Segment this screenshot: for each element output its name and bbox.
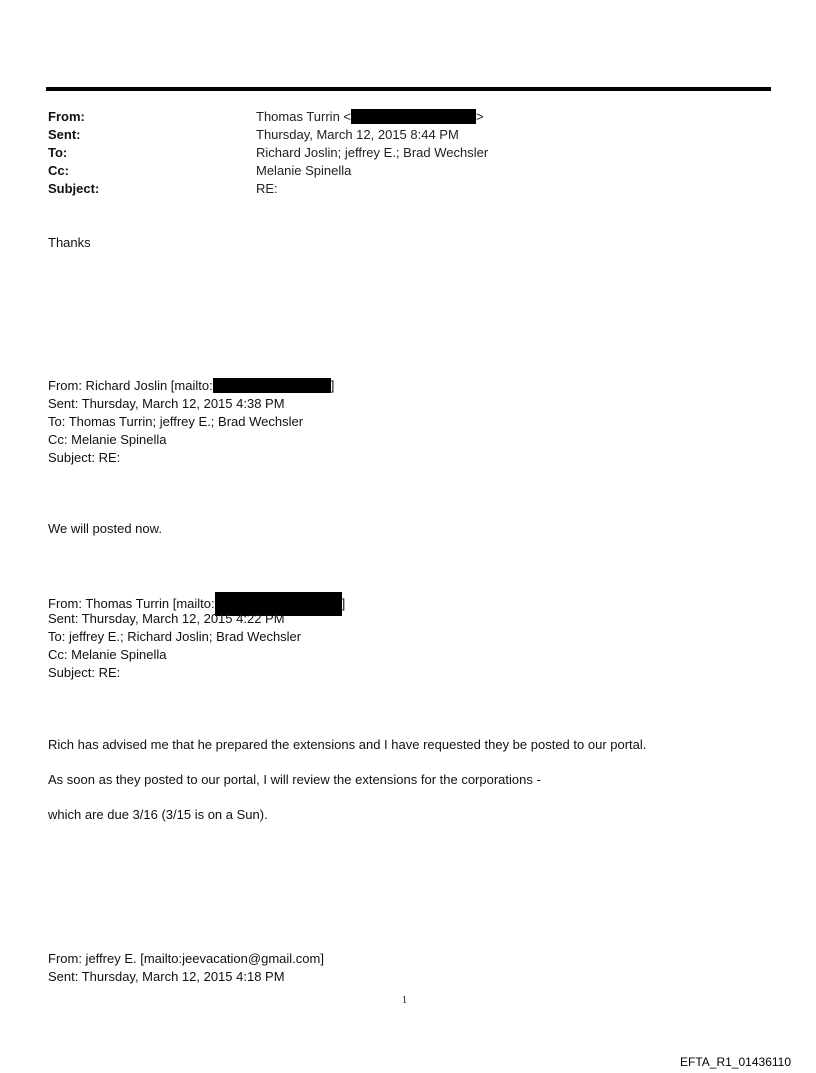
header-cc-row [48,162,748,180]
header-divider [46,87,771,91]
quoted-body-text: We will posted now. [48,521,162,536]
quoted-subject-line: Subject: RE: [48,450,121,465]
quoted-sent-line: Sent: Thursday, March 12, 2015 4:18 PM [48,969,285,984]
header-subject-row [48,180,748,198]
header-to-row [48,144,748,162]
cc-label: Cc: [48,163,69,178]
sent-value: Thursday, March 12, 2015 8:44 PM [256,127,459,142]
cc-value: Melanie Spinella [256,163,352,178]
quoted-cc-line: Cc: Melanie Spinella [48,647,167,662]
from-value [256,108,484,126]
quoted-body-line: As soon as they posted to our portal, I will review the extensions for the corporations - [48,772,541,787]
quoted-to-line: To: jeffrey E.; Richard Joslin; Brad Wechsler [48,629,302,644]
quoted-sent-line: Sent: Thursday, March 12, 2015 4:22 PM [48,611,285,626]
to-label: To: [48,145,68,160]
quoted-from-line: From: jeffrey E. [mailto:jeevacation@gmail.com] [48,951,324,966]
from-name: Thomas Turrin < [256,109,352,124]
quoted-cc-line: Cc: Melanie Spinella [48,432,167,447]
redaction-block [351,109,476,124]
from-label: From: [48,109,85,124]
header-sent-row [48,126,748,144]
quoted-to-line: To: Thomas Turrin; jeffrey E.; Brad Wechsler [48,414,304,429]
quoted-subject-line: Subject: RE: [48,665,121,680]
quoted-body-line: Rich has advised me that he prepared the extensions and I have requested they be posted to our portal. [48,737,647,752]
quoted-from-prefix: From: Richard Joslin [mailto: [48,378,213,393]
page-number: 1 [402,995,407,1006]
header-from-row [48,108,748,126]
body-text: Thanks [48,235,91,250]
to-value: Richard Joslin; jeffrey E.; Brad Wechsler [256,145,489,160]
subject-label: Subject: [48,181,100,196]
quoted-body-line: which are due 3/16 (3/15 is on a Sun). [48,807,268,822]
sent-label: Sent: [48,127,81,142]
document-id: EFTA_R1_01436110 [680,1055,791,1069]
subject-value: RE: [256,181,278,196]
quoted-from-prefix: From: Thomas Turrin [mailto: [48,596,215,611]
quoted-from-suffix: ] [330,378,335,393]
quoted-sent-line: Sent: Thursday, March 12, 2015 4:38 PM [48,396,285,411]
redaction-block [213,378,331,393]
quoted-from-line [48,377,334,395]
from-close: > [476,109,484,124]
quoted-from-suffix: ] [341,596,346,611]
